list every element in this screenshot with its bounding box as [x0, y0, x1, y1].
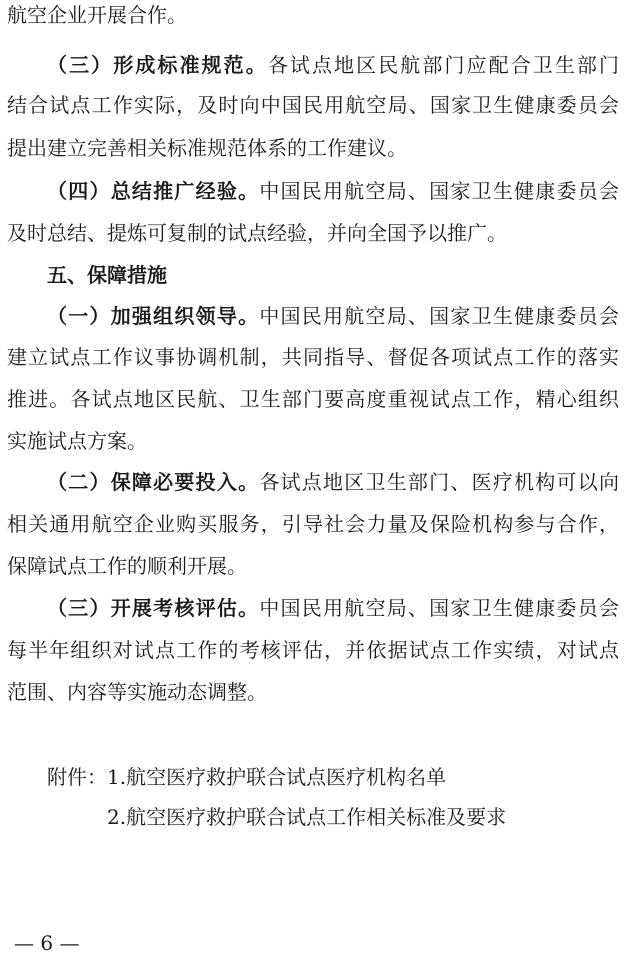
paragraph-text: 各试点地区民航部门应配合卫生部门 [267, 53, 620, 77]
paragraph-text: 各试点地区卫生部门、医疗机构可以向 [259, 470, 620, 494]
paragraph-title: （一）加强组织领导。 [47, 304, 260, 328]
paragraph-line [47, 50, 619, 80]
paragraph-line: 保障试点工作的顺利开展。 [7, 554, 247, 578]
paragraph-text: 中国民用航空局、国家卫生健康委员会 [259, 304, 620, 328]
paragraph-line: 每半年组织对试点工作的考核评估，并依据试点工作实绩，对试点 [7, 638, 619, 662]
paragraph-line: 实施试点方案。 [7, 429, 147, 453]
section-heading: 五、保障措施 [47, 263, 167, 287]
paragraph-line: 结合试点工作实际，及时向中国民用航空局、国家卫生健康委员会 [7, 93, 619, 117]
attachment-item: 2.航空医疗救护联合试点工作相关标准及要求 [107, 805, 507, 829]
paragraph-line: 提出建立完善相关标准规范体系的工作建议。 [7, 136, 407, 160]
attachment-line [47, 762, 446, 792]
attachment-item: 1.航空医疗救护联合试点医疗机构名单 [107, 765, 447, 789]
paragraph-title: （三）形成标准规范。 [47, 53, 268, 77]
paragraph-text: 中国民用航空局、国家卫生健康委员会 [259, 596, 620, 620]
paragraph-line: 建立试点工作议事协调机制，共同指导、督促各项试点工作的落实 [7, 345, 619, 369]
paragraph-line [47, 176, 619, 206]
paragraph-line: 推进。各试点地区民航、卫生部门要高度重视试点工作，精心组织 [7, 387, 619, 411]
paragraph-line: 相关通用航空企业购买服务，引导社会力量及保险机构参与合作， [7, 512, 619, 536]
attachment-label: 附件： [47, 765, 107, 789]
paragraph-line [47, 467, 619, 497]
text-line: 航空企业开展合作。 [7, 3, 187, 27]
paragraph-title: （四）总结推广经验。 [47, 179, 260, 203]
paragraph-line: 及时总结、提炼可复制的试点经验，并向全国予以推广。 [7, 221, 507, 245]
paragraph-text: 中国民用航空局、国家卫生健康委员会 [259, 179, 620, 203]
paragraph-line: 范围、内容等实施动态调整。 [7, 680, 267, 704]
paragraph-line [47, 301, 619, 331]
paragraph-title: （三）开展考核评估。 [47, 596, 260, 620]
paragraph-title: （二）保障必要投入。 [47, 470, 260, 494]
page-number: — 6 — [14, 931, 80, 955]
paragraph-line [47, 593, 619, 623]
